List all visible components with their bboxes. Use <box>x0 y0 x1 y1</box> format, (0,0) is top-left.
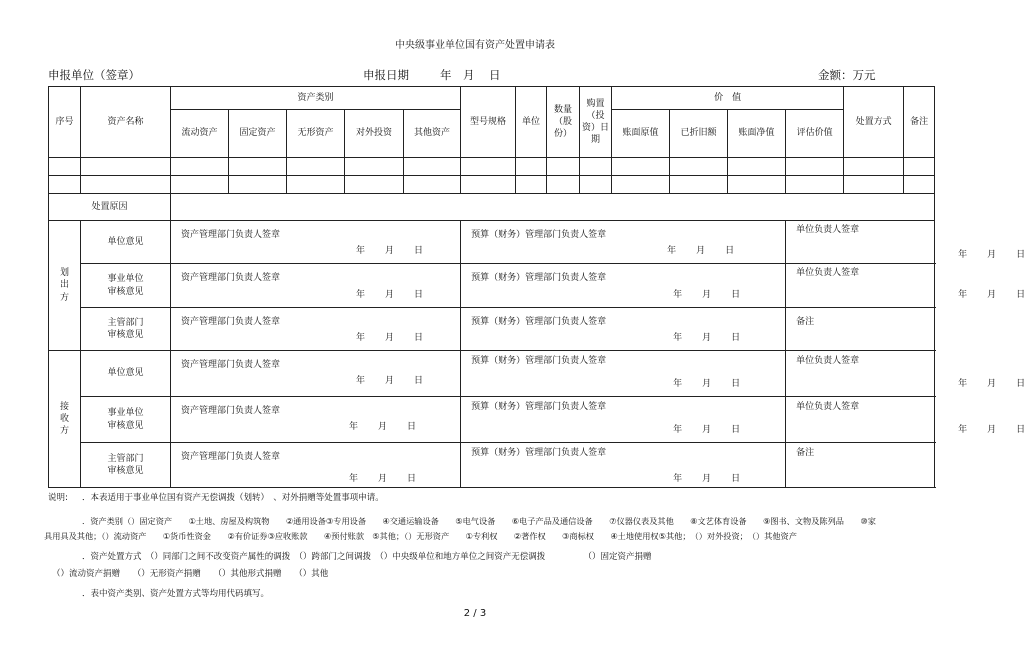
applicant-unit-label: 申报单位（签章） <box>48 68 140 82</box>
out-unit-budget-sign-field[interactable] <box>461 221 786 264</box>
budget-mgr-sign-label: 预算（财务）管理部门负责人签章 <box>471 402 607 412</box>
col-quantity-line-3: 份） <box>554 129 573 140</box>
notes-intro: 说明: <box>48 493 68 503</box>
budget-mgr-sign-label: 预算（财务）管理部门负责人签章 <box>471 230 607 240</box>
in-char-2: 收 <box>59 413 69 424</box>
remarks-label: 备注 <box>796 317 815 327</box>
col-asset-category: 资产类别 <box>171 87 461 110</box>
note-line-1: ．本表适用于事业单位国有资产无偿调拨（划转） 、对外捐赠等处置事项申请。 <box>82 493 384 503</box>
col-quantity <box>547 87 580 158</box>
note-line-3a: ．资产处置方式 （）同部门之间不改变资产属性的调拨 （）跨部门之间调拨 （）中央级单位和地方单位之间资产无偿调拨 （）固定资产捐赠 <box>82 552 652 562</box>
asset-mgr-sign-label: 资产管理部门负责人签章 <box>181 360 281 370</box>
in-char-3: 方 <box>59 426 69 437</box>
sign-date: 年 月 日 <box>356 289 424 300</box>
out-inst-head-sign-field[interactable] <box>786 264 1025 308</box>
sign-date: 年 月 日 <box>356 375 424 386</box>
sign-date: 年 月 日 <box>349 473 417 484</box>
out-inst-budget-sign-field[interactable] <box>461 264 786 308</box>
col-disposal-method: 处置方式 <box>844 87 904 158</box>
col-asset-name: 资产名称 <box>81 87 171 158</box>
out-unit-opinion-label: 单位意见 <box>81 221 171 264</box>
note-line-2a: ．资产类别（）固定资产 ①土地、房屋及构筑物 ②通用设备③专用设备 ④交通运输设备 ⑤电气设备 ⑥电子产品及通信设备 ⑦仪器仪表及其他 ⑧文艺体育设备 ⑨图书、文物及陈列品 ⑩家 <box>82 516 876 526</box>
sign-date: 年 月 日 <box>356 245 424 256</box>
asset-mgr-sign-label: 资产管理部门负责人签章 <box>181 452 281 462</box>
in-dept-remarks-field[interactable] <box>786 443 935 488</box>
out-char-3: 方 <box>59 292 69 303</box>
sign-date: 年 月 日 <box>673 332 741 343</box>
out-char-1: 划 <box>59 268 69 279</box>
col-purchase-line-2: （投 <box>586 110 605 121</box>
col-book-original: 账面原值 <box>612 110 670 158</box>
asset-mgr-sign-label: 资产管理部门负责人签章 <box>181 230 281 240</box>
out-dept-remarks-field[interactable] <box>786 308 935 351</box>
col-value: 价 值 <box>612 87 844 110</box>
sign-date: 年 月 日 <box>958 424 1025 435</box>
out-dept-budget-sign-field[interactable] <box>461 308 786 351</box>
apply-date-month: 月 <box>463 68 475 82</box>
col-unit: 单位 <box>516 87 547 158</box>
asset-mgr-sign-label: 资产管理部门负责人签章 <box>181 273 281 283</box>
note-line-4: ．表中资产类别、资产处置方式等均用代码填写。 <box>82 589 270 599</box>
apply-date-day: 日 <box>489 68 501 82</box>
out-inst-review-label <box>81 264 171 308</box>
in-dept-budget-sign-field[interactable] <box>461 443 786 488</box>
transfer-out-side-label <box>49 221 81 351</box>
sign-date: 年 月 日 <box>958 289 1025 300</box>
sign-date: 年 月 日 <box>349 421 417 432</box>
budget-mgr-sign-label: 预算（财务）管理部门负责人签章 <box>471 448 607 458</box>
in-inst-asset-sign-field[interactable] <box>171 397 461 443</box>
table-row[interactable] <box>49 158 935 176</box>
col-purchase-date <box>580 87 612 158</box>
out-dept-asset-sign-field[interactable] <box>171 308 461 351</box>
unit-head-sign-label: 单位负责人签章 <box>796 268 860 278</box>
apply-date-label: 申报日期 <box>363 68 409 82</box>
sign-date: 年 月 日 <box>673 289 741 300</box>
remarks-label: 备注 <box>796 448 815 458</box>
col-current-assets: 流动资产 <box>171 110 229 158</box>
table-row[interactable] <box>49 176 935 194</box>
sign-date: 年 月 日 <box>356 332 424 343</box>
sign-date: 年 月 日 <box>667 245 735 256</box>
unit-head-sign-label: 单位负责人签章 <box>796 356 860 366</box>
in-unit-asset-sign-field[interactable] <box>171 351 461 397</box>
dept-review-line-1: 主管部门 <box>107 453 144 464</box>
out-unit-head-sign-field[interactable] <box>786 221 1025 264</box>
col-purchase-line-4: 期 <box>591 135 601 146</box>
in-inst-budget-sign-field[interactable] <box>461 397 786 443</box>
asset-mgr-sign-label: 资产管理部门负责人签章 <box>181 406 281 416</box>
col-seq: 序号 <box>49 87 81 158</box>
col-model-spec: 型号规格 <box>461 87 516 158</box>
in-dept-asset-sign-field[interactable] <box>171 443 461 488</box>
col-remarks: 备注 <box>904 87 935 158</box>
unit-head-sign-label: 单位负责人签章 <box>796 225 860 235</box>
col-appraisal: 评估价值 <box>786 110 844 158</box>
inst-review-line-1: 事业单位 <box>107 274 144 285</box>
budget-mgr-sign-label: 预算（财务）管理部门负责人签章 <box>471 317 607 327</box>
col-purchase-line-3: 资）日 <box>582 123 610 133</box>
in-inst-review-label <box>81 397 171 443</box>
inst-review-line-1: 事业单位 <box>107 408 144 419</box>
apply-date-year: 年 <box>440 68 452 82</box>
budget-mgr-sign-label: 预算（财务）管理部门负责人签章 <box>471 356 607 366</box>
in-inst-head-sign-field[interactable] <box>786 397 1025 443</box>
in-char-1: 接 <box>59 401 69 412</box>
dept-review-line-1: 主管部门 <box>107 317 144 328</box>
sign-date: 年 月 日 <box>958 249 1025 260</box>
col-purchase-line-1: 购置 <box>586 98 605 109</box>
in-unit-budget-sign-field[interactable] <box>461 351 786 397</box>
in-unit-opinion-label: 单位意见 <box>81 351 171 397</box>
in-unit-head-sign-field[interactable] <box>786 351 1025 397</box>
budget-mgr-sign-label: 预算（财务）管理部门负责人签章 <box>471 273 607 283</box>
amount-unit-label: 金额：万元 <box>818 68 876 82</box>
dept-review-line-2: 审核意见 <box>107 466 144 476</box>
out-inst-asset-sign-field[interactable] <box>171 264 461 308</box>
col-quantity-line-2: （股 <box>554 116 573 127</box>
col-quantity-line-1: 数量 <box>554 104 573 115</box>
sign-date: 年 月 日 <box>958 378 1025 389</box>
out-unit-asset-sign-field[interactable] <box>171 221 461 264</box>
unit-head-sign-label: 单位负责人签章 <box>796 402 860 412</box>
disposal-application-table <box>48 86 1025 488</box>
disposal-reason-label: 处置原因 <box>49 194 171 221</box>
out-char-2: 出 <box>59 280 69 291</box>
note-line-2b: 具用具及其他；（）流动资产 ①货币性资金 ②有价证券③应收账款 ④预付账款 ⑤其他；（）无形资产 ①专利权 ②著作权 ③商标权 ④土地使用权⑤其他； （）对外投资； （）其他资产 <box>44 531 797 541</box>
in-dept-review-label <box>81 443 171 488</box>
dept-review-line-2: 审核意见 <box>107 330 144 340</box>
col-depreciated: 已折旧额 <box>670 110 728 158</box>
disposal-reason-field[interactable] <box>171 194 935 221</box>
col-intangible-assets: 无形资产 <box>287 110 345 158</box>
inst-review-line-2: 审核意见 <box>107 286 144 297</box>
col-external-investment: 对外投资 <box>345 110 404 158</box>
sign-date: 年 月 日 <box>673 378 741 389</box>
asset-mgr-sign-label: 资产管理部门负责人签章 <box>181 317 281 327</box>
sign-date: 年 月 日 <box>673 473 741 484</box>
note-line-3b: （）流动资产捐赠 （）无形资产捐赠 （）其他形式捐赠 （）其他 <box>52 569 329 579</box>
transfer-in-side-label <box>49 351 81 488</box>
page-number: 2 / 3 <box>463 608 487 619</box>
col-fixed-assets: 固定资产 <box>229 110 287 158</box>
out-dept-review-label <box>81 308 171 351</box>
form-title: 中央级事业单位国有资产处置申请表 <box>395 40 555 51</box>
col-book-net: 账面净值 <box>728 110 786 158</box>
sign-date: 年 月 日 <box>673 424 741 435</box>
inst-review-line-2: 审核意见 <box>107 420 144 431</box>
col-other-assets: 其他资产 <box>404 110 461 158</box>
